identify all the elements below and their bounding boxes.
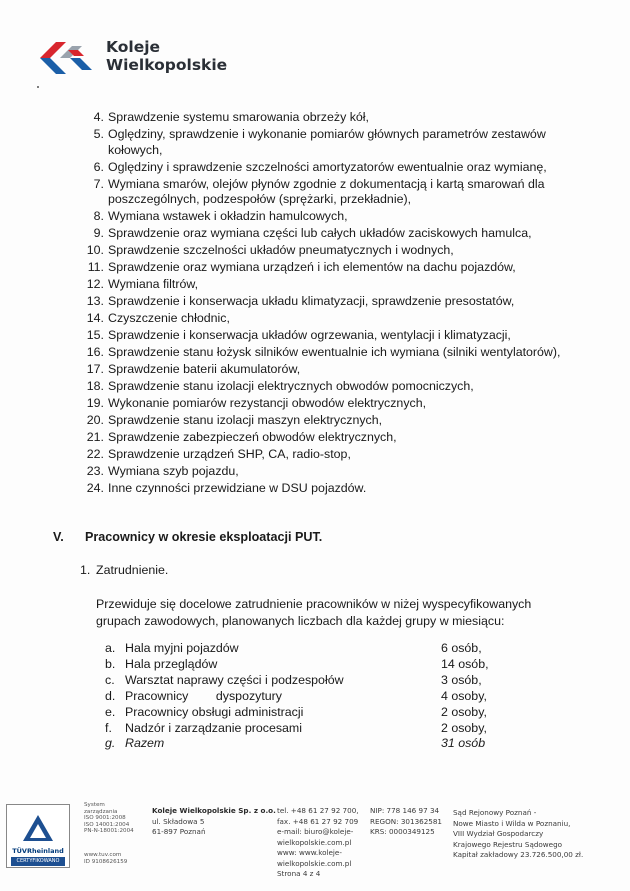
contact-line: wielkopolskie.com.pl [277, 837, 352, 847]
registration-id-line: REGON: 301362581 [370, 816, 443, 826]
logo-line-2: Wielkopolskie [106, 56, 228, 74]
list-item [84, 110, 564, 126]
group-letter: c. [105, 672, 115, 687]
list-item-number: 4. [93, 110, 104, 124]
tuv-meta-line: zarządzania [84, 808, 118, 815]
group-letter: g. [105, 736, 116, 751]
contact-line: wielkopolskie.com.pl [277, 858, 352, 868]
contact-line: www: www.koleje- [277, 848, 342, 857]
list-item-text: Sprawdzenie oraz wymiana urządzeń i ich elementów na dachu pojazdów, [108, 260, 516, 275]
list-item-text: Sprawdzenie oraz wymiana części lub całych układów zaciskowych hamulca, [108, 226, 532, 241]
company-name: Koleje Wielkopolskie Sp. z o.o. [152, 806, 276, 815]
task-list [84, 110, 564, 498]
list-item-number: 16. [86, 345, 104, 359]
employee-group-row [105, 736, 495, 752]
logo-mark-icon [38, 40, 98, 76]
court-info-line: Sąd Rejonowy Poznań - [453, 808, 537, 817]
footer-contact [277, 806, 359, 880]
list-item-number: 17. [86, 361, 104, 376]
tuv-cert-label: CERTYFIKOWANO [11, 857, 65, 866]
footer-company [152, 806, 276, 838]
list-item [84, 226, 564, 242]
list-item-number: 20. [86, 412, 104, 427]
list-item-number: 7. [93, 176, 104, 191]
list-item-text: Sprawdzenie stanu łożysk silników ewentualnie ich wymiana (silniki wentylatorów), [108, 345, 561, 359]
company-address [152, 817, 276, 838]
list-item-text: Wymiana wstawek i okładzin hamulcowych, [108, 209, 348, 224]
list-item [84, 260, 564, 276]
list-item-text: Sprawdzenie szczelności układów pneumatycznych i wodnych, [108, 243, 454, 258]
tuv-meta-line: ID 9108626159 [84, 858, 128, 865]
court-info-line: Kapitał zakładowy 23.726.500,00 zł. [453, 850, 584, 859]
list-item [84, 362, 564, 378]
list-item [84, 328, 564, 344]
tuv-name: TÜVRheinland [12, 847, 64, 855]
group-headcount: 31 osób [441, 736, 486, 751]
list-item-text: Sprawdzenie i konserwacja układu klimatyzacji, sprawdzenie presostatów, [108, 294, 515, 309]
list-item [84, 277, 564, 293]
list-item [84, 430, 564, 446]
registration-id-line: KRS: 0000349125 [370, 827, 435, 836]
list-item [84, 379, 564, 395]
list-item [84, 177, 564, 208]
list-item-number: 22. [86, 446, 104, 461]
registration-id-line: NIP: 778 146 97 34 [370, 806, 440, 815]
tuv-meta-line: ISO 9001:2008 [84, 815, 126, 822]
list-item [84, 127, 564, 158]
group-letter: a. [105, 641, 116, 655]
group-headcount: 14 osób, [441, 656, 489, 671]
group-letter: b. [105, 656, 116, 671]
tuv-certificate-badge [6, 804, 70, 868]
list-item-text: Wymiana smarów, olejów płynów zgodnie z dokumentacją i kartą smarowań dla poszczególnych, podzespołów (sprężarki, przekładnie), [108, 176, 545, 207]
group-name: Pracownicy dyspozytury [125, 688, 283, 703]
page-footer [0, 800, 630, 891]
company-logo [38, 38, 238, 80]
subsection-heading [80, 563, 168, 577]
employee-group-row [105, 705, 495, 721]
group-letter: f. [105, 720, 112, 735]
section-heading [53, 530, 322, 544]
company-address-line: 61-897 Poznań [152, 827, 206, 836]
court-info-line: Nowe Miasto i Wilda w Poznaniu, [453, 818, 571, 828]
employment-paragraph: Przewiduje się docelowe zatrudnienie pracowników w niżej wyspecyfikowanych grupach zawodowych, planowanych liczbach dla każdej grupy w miesiącu: [96, 597, 532, 628]
group-headcount: 2 osoby, [441, 720, 487, 735]
group-name: Warsztat naprawy części i podzespołów [125, 672, 344, 687]
subsection-title: Zatrudnienie. [96, 563, 169, 577]
list-item [84, 481, 564, 497]
contact-line: e-mail: biuro@koleje- [277, 827, 354, 836]
group-name: Hala przeglądów [125, 656, 218, 671]
section-title: Pracownicy w okresie eksploatacji PUT. [85, 530, 323, 544]
list-item-number: 19. [86, 395, 104, 410]
list-item-number: 11. [87, 260, 104, 275]
list-item-text: Sprawdzenie i konserwacja układów ogrzewania, wentylacji i klimatyzacji, [108, 328, 511, 343]
list-item-text: Sprawdzenie zabezpieczeń obwodów elektrycznych, [108, 429, 397, 444]
list-item-text: Sprawdzenie urządzeń SHP, CA, radio-stop, [108, 446, 351, 461]
list-item [84, 311, 564, 327]
tuv-triangle-icon [21, 813, 55, 843]
group-headcount: 6 osób, [441, 641, 482, 655]
list-item [84, 413, 564, 429]
list-item-text: Czyszczenie chłodnic, [108, 311, 230, 326]
court-info-line: VIII Wydział Gospodarczy [453, 829, 544, 838]
group-name: Pracownicy obsługi administracji [125, 704, 304, 719]
list-item-text: Sprawdzenie baterii akumulatorów, [108, 361, 301, 376]
subsection-number: 1. [80, 563, 91, 577]
list-item [84, 464, 564, 480]
list-item-text: Wymiana szyb pojazdu, [108, 463, 239, 478]
group-headcount: 3 osób, [441, 672, 482, 687]
list-item-text: Wykonanie pomiarów rezystancji obwodów elektrycznych, [108, 395, 427, 410]
list-item-text: Wymiana filtrów, [108, 277, 199, 292]
list-item-text: Inne czynności przewidziane w DSU pojazdów. [108, 480, 367, 495]
list-item-text: Sprawdzenie systemu smarowania obrzeży kół, [108, 110, 370, 124]
list-item-number: 6. [93, 159, 104, 174]
group-letter: e. [105, 704, 116, 719]
speck [37, 86, 39, 88]
logo-text [106, 38, 227, 74]
group-headcount: 2 osoby, [441, 704, 487, 719]
list-item-number: 12. [86, 277, 104, 292]
list-item-text: Oględziny i sprawdzenie szczelności amortyzatorów ewentualnie oraz wymianę, [108, 159, 547, 174]
list-item [84, 294, 564, 310]
list-item-number: 18. [86, 378, 104, 393]
group-name: Hala myjni pojazdów [125, 641, 239, 655]
list-item [84, 447, 564, 463]
employee-group-row [105, 641, 495, 657]
list-item-number: 15. [86, 328, 104, 343]
group-name: Razem [125, 736, 165, 751]
tuv-meta-line: System [84, 802, 105, 808]
group-letter: d. [105, 688, 116, 703]
section-number: V. [53, 530, 64, 544]
tuv-meta-line: ISO 14001:2004 [84, 821, 130, 828]
logo-line-1: Koleje [106, 38, 161, 56]
list-item [84, 243, 564, 259]
tuv-meta-line: www.tuv.com [84, 852, 122, 858]
contact-line: tel. +48 61 27 92 700, [277, 806, 359, 815]
employee-groups-list [105, 641, 495, 752]
company-address-line: ul. Składowa 5 [152, 816, 205, 826]
list-item-number: 10. [86, 243, 104, 258]
employee-group-row [105, 673, 495, 689]
tuv-id-info [84, 852, 127, 865]
list-item-number: 23. [86, 463, 104, 478]
tuv-system-info [84, 802, 134, 835]
employee-group-row [105, 689, 495, 705]
contact-line: Strona 4 z 4 [277, 869, 321, 878]
list-item-number: 13. [86, 294, 104, 309]
group-headcount: 4 osoby, [441, 688, 487, 703]
list-item-number: 24. [86, 480, 104, 495]
list-item [84, 396, 564, 412]
list-item-number: 8. [93, 209, 104, 224]
tuv-meta-line: PN-N-18001:2004 [84, 828, 134, 835]
footer-registration-ids [370, 806, 442, 838]
employee-group-row [105, 721, 495, 737]
employee-group-row [105, 657, 495, 673]
list-item [84, 209, 564, 225]
court-info-line: Krajowego Rejestru Sądowego [453, 839, 563, 849]
list-item-text: Sprawdzenie stanu izolacji elektrycznych obwodów pomocniczych, [108, 378, 474, 393]
list-item-text: Oględziny, sprawdzenie i wykonanie pomiarów głównych parametrów zestawów kołowych, [108, 126, 546, 157]
list-item [84, 160, 564, 176]
list-item-number: 14. [86, 311, 104, 326]
list-item-number: 21. [86, 429, 104, 444]
footer-court-info [453, 808, 583, 861]
list-item-number: 5. [93, 126, 104, 141]
group-name: Nadzór i zarządzanie procesami [125, 720, 302, 735]
list-item-text: Sprawdzenie stanu izolacji maszyn elektrycznych, [108, 412, 383, 427]
list-item-number: 9. [93, 226, 104, 241]
contact-line: fax. +48 61 27 92 709 [277, 816, 359, 826]
list-item [84, 345, 564, 361]
